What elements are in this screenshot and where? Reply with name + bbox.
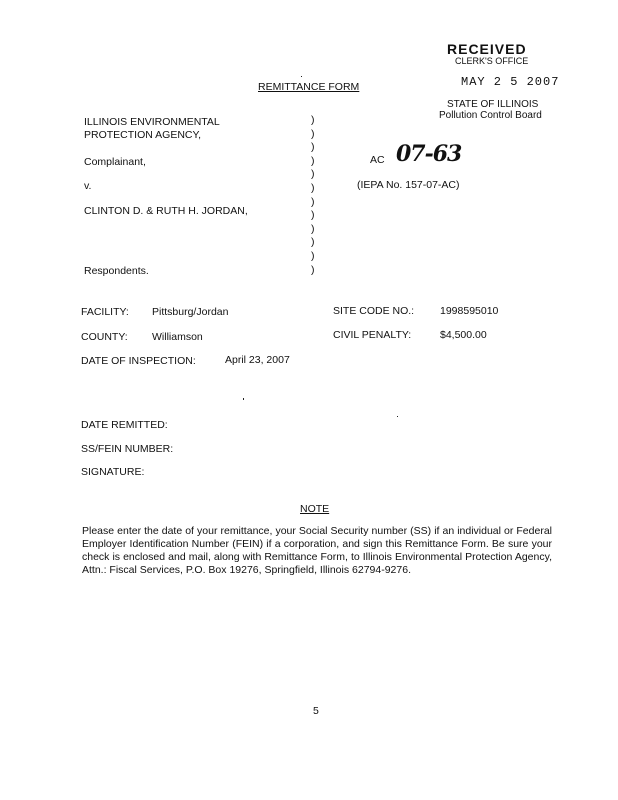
county-value: Williamson — [152, 331, 203, 343]
paren: ) — [311, 263, 315, 276]
paren: ) — [311, 141, 315, 154]
iepa-number: (IEPA No. 157-07-AC) — [357, 179, 460, 191]
state-stamp: STATE OF ILLINOIS — [447, 99, 539, 110]
ac-label: AC — [370, 154, 385, 166]
inspection-date-value: April 23, 2007 — [225, 354, 290, 366]
date-remitted-label: DATE REMITTED: — [81, 419, 168, 431]
page-number: 5 — [313, 705, 319, 717]
respondent-name: CLINTON D. & RUTH H. JORDAN, — [84, 205, 248, 217]
county-label: COUNTY: — [81, 331, 128, 343]
paren: ) — [311, 195, 315, 208]
signature-label: SIGNATURE: — [81, 466, 145, 478]
note-body: Please enter the date of your remittance, your Social Security number (SS) if an individual or Federal Employer Identification Number (FEIN) if a corporation, and sign this Remittance Form. Be sure your check is enclosed and mail, along with Remittance Form, to Illinois Environmental Protection Agency, Attn.: Fiscal Services, P.O. Box 19276, Springfield, Illinois 62794-9276. — [82, 525, 552, 576]
paren: ) — [311, 236, 315, 249]
speck-dot — [397, 416, 398, 417]
site-code-value: 1998595010 — [440, 305, 499, 317]
paren: ) — [311, 209, 315, 222]
complainant-name-line2: PROTECTION AGENCY, — [84, 129, 202, 141]
inspection-date-label: DATE OF INSPECTION: — [81, 355, 196, 367]
civil-penalty-label: CIVIL PENALTY: — [333, 329, 412, 341]
board-stamp: Pollution Control Board — [439, 110, 542, 121]
note-heading: NOTE — [300, 503, 330, 515]
caption-parentheses — [311, 114, 315, 277]
site-code-label: SITE CODE NO.: — [333, 305, 415, 317]
paren: ) — [311, 154, 315, 167]
complainant-label: Complainant, — [84, 156, 146, 168]
respondents-label: Respondents. — [84, 265, 149, 277]
ssfein-label: SS/FEIN NUMBER: — [81, 443, 174, 455]
clerks-office-stamp: CLERK'S OFFICE — [455, 56, 529, 66]
facility-value: Pittsburg/Jordan — [152, 306, 229, 318]
paren: ) — [311, 168, 315, 181]
ac-number-handwritten: 07-63 — [396, 141, 462, 167]
facility-label: FACILITY: — [81, 306, 129, 318]
complainant-name-line1: ILLINOIS ENVIRONMENTAL — [84, 116, 220, 128]
civil-penalty-value: $4,500.00 — [440, 329, 487, 341]
paren: ) — [311, 222, 315, 235]
versus-label: v. — [84, 180, 92, 192]
paren: ) — [311, 127, 315, 140]
page-title: REMITTANCE FORM — [258, 81, 360, 93]
paren: ) — [311, 114, 315, 126]
paren: ) — [311, 249, 315, 262]
speck-dot — [301, 76, 302, 77]
received-stamp: RECEIVED — [447, 41, 527, 57]
received-date-stamp: MAY 2 5 2007 — [461, 75, 560, 89]
paren: ) — [311, 181, 315, 194]
speck-dot — [243, 398, 244, 400]
